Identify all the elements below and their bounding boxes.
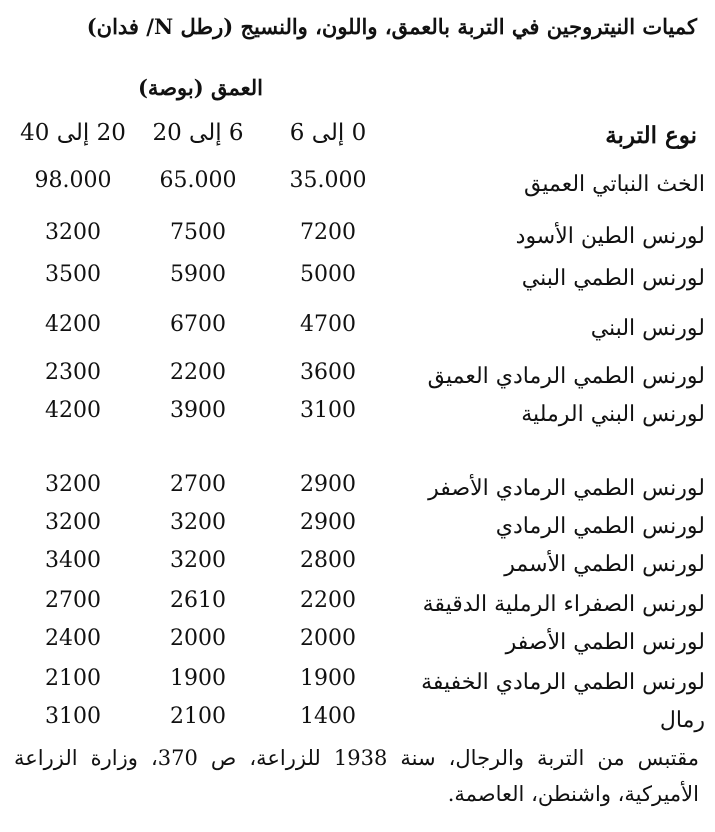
soil-type-cell: الخث النباتي العميق (524, 172, 705, 197)
nitrogen-value-cell: 5000 (300, 262, 356, 287)
nitrogen-value-cell: 2400 (45, 626, 101, 651)
soil-type-cell: لورنس البني (590, 316, 705, 341)
nitrogen-value-cell: 4200 (45, 398, 101, 423)
soil-type-cell: لورنس الطمي الأصفر (505, 630, 705, 655)
nitrogen-value-cell: 2200 (170, 360, 226, 385)
nitrogen-value-cell: 98.000 (34, 168, 112, 193)
nitrogen-value-cell: 2100 (170, 704, 226, 729)
nitrogen-value-cell: 2300 (45, 360, 101, 385)
table-row (0, 168, 715, 202)
soil-type-cell: لورنس الطمي الأسمر (504, 552, 705, 577)
table-title: كميات النيتروجين في التربة بالعمق، واللون، والنسيج (رطل N/ فدان) (86, 14, 697, 39)
table-row (0, 588, 715, 622)
soil-type-cell: لورنس الطمي الرمادي العميق (427, 364, 705, 389)
soil-type-cell: رمال (659, 708, 705, 733)
depth-header: العمق (بوصة) (138, 75, 263, 100)
nitrogen-value-cell: 3100 (300, 398, 356, 423)
nitrogen-value-cell: 35.000 (289, 168, 367, 193)
nitrogen-value-cell: 2000 (300, 626, 356, 651)
nitrogen-value-cell: 6700 (170, 312, 226, 337)
table-row (0, 262, 715, 296)
nitrogen-value-cell: 3200 (170, 548, 226, 573)
nitrogen-value-cell: 3200 (45, 510, 101, 535)
depth-column-header: 6 إلى 20 (152, 120, 244, 146)
nitrogen-value-cell: 5900 (170, 262, 226, 287)
nitrogen-value-cell: 3100 (45, 704, 101, 729)
soil-type-cell: لورنس الصفراء الرملية الدقيقة (422, 592, 705, 617)
nitrogen-value-cell: 2000 (170, 626, 226, 651)
nitrogen-value-cell: 2700 (45, 588, 101, 613)
soil-type-header: نوع التربة (605, 122, 697, 149)
nitrogen-value-cell: 4700 (300, 312, 356, 337)
nitrogen-value-cell: 1900 (300, 666, 356, 691)
table-row (0, 220, 715, 254)
soil-type-cell: لورنس الطين الأسود (515, 224, 705, 249)
nitrogen-value-cell: 1400 (300, 704, 356, 729)
nitrogen-value-cell: 2800 (300, 548, 356, 573)
table-row (0, 398, 715, 432)
nitrogen-value-cell: 2100 (45, 666, 101, 691)
table-row (0, 666, 715, 700)
table-row (0, 312, 715, 346)
depth-column-header: 0 إلى 6 (289, 120, 367, 146)
nitrogen-value-cell: 3900 (170, 398, 226, 423)
nitrogen-value-cell: 3200 (45, 220, 101, 245)
nitrogen-value-cell: 1900 (170, 666, 226, 691)
nitrogen-value-cell: 3200 (45, 472, 101, 497)
nitrogen-value-cell: 7200 (300, 220, 356, 245)
nitrogen-value-cell: 4200 (45, 312, 101, 337)
nitrogen-value-cell: 3400 (45, 548, 101, 573)
table-row (0, 360, 715, 394)
table-row (0, 548, 715, 582)
depth-column-header: 20 إلى 40 (20, 120, 126, 146)
nitrogen-value-cell: 2610 (170, 588, 226, 613)
table-row (0, 472, 715, 506)
nitrogen-value-cell: 2900 (300, 472, 356, 497)
nitrogen-value-cell: 3200 (170, 510, 226, 535)
soil-type-cell: لورنس البني الرملية (521, 402, 705, 427)
nitrogen-value-cell: 7500 (170, 220, 226, 245)
nitrogen-value-cell: 65.000 (159, 168, 237, 193)
nitrogen-value-cell: 3600 (300, 360, 356, 385)
table-row (0, 626, 715, 660)
nitrogen-value-cell: 2700 (170, 472, 226, 497)
table-row (0, 704, 715, 738)
soil-type-cell: لورنس الطمي الرمادي (495, 514, 705, 539)
nitrogen-value-cell: 3500 (45, 262, 101, 287)
source-note: مقتبس من التربة والرجال، سنة 1938 للزراعة، ص 370، وزارة الزراعة الأميركية، واشنطن، العاصمة. (14, 746, 699, 806)
soil-type-cell: لورنس الطمي الرمادي الأصفر (428, 476, 705, 501)
nitrogen-value-cell: 2200 (300, 588, 356, 613)
soil-type-cell: لورنس الطمي البني (521, 266, 705, 291)
table-row (0, 510, 715, 544)
soil-type-cell: لورنس الطمي الرمادي الخفيفة (421, 670, 705, 695)
nitrogen-value-cell: 2900 (300, 510, 356, 535)
